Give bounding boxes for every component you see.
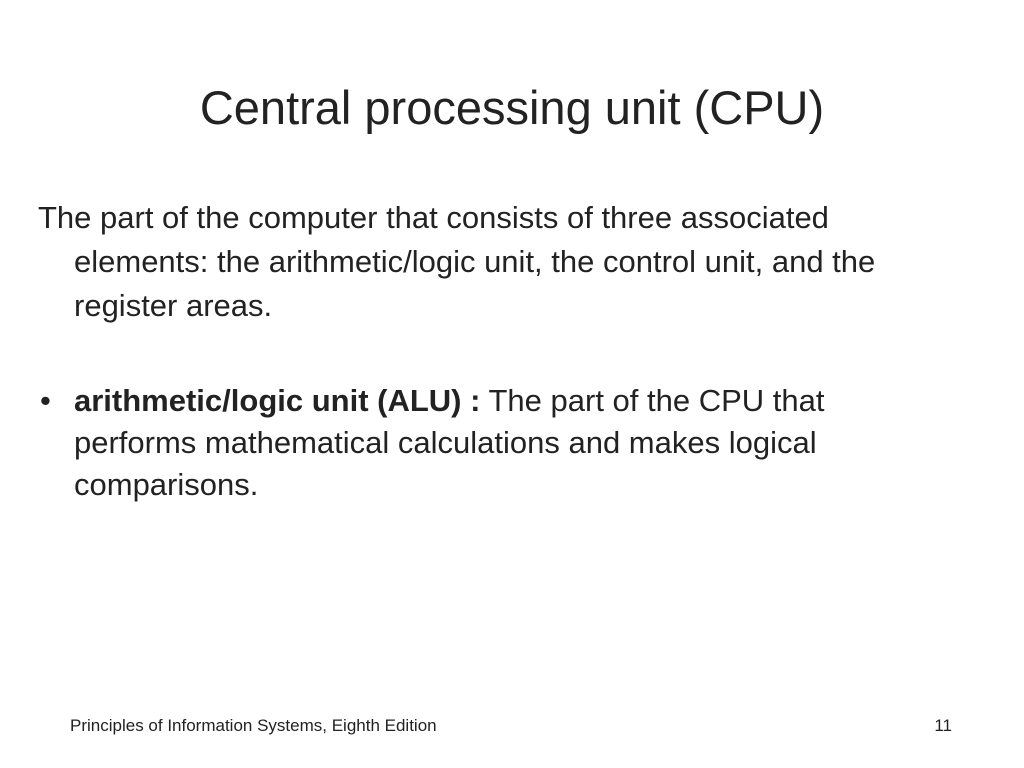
slide-title: Central processing unit (CPU) [199,81,825,134]
bullet-marker: • [40,383,51,418]
slide-body [38,196,938,506]
bullet-item-alu [38,380,938,506]
cpu-definition: The part of the computer that consists of three associated elements: the arithmetic/logic unit, the control unit, and the register areas. [38,200,876,323]
footer-source: Principles of Information Systems, Eighth Edition [70,716,437,735]
bullet-term: arithmetic/logic unit (ALU) : [74,383,481,418]
bullet-text: The part of the CPU that performs mathematical calculations and makes logical comparisons. [74,383,825,502]
page-number: 11 [934,716,952,735]
